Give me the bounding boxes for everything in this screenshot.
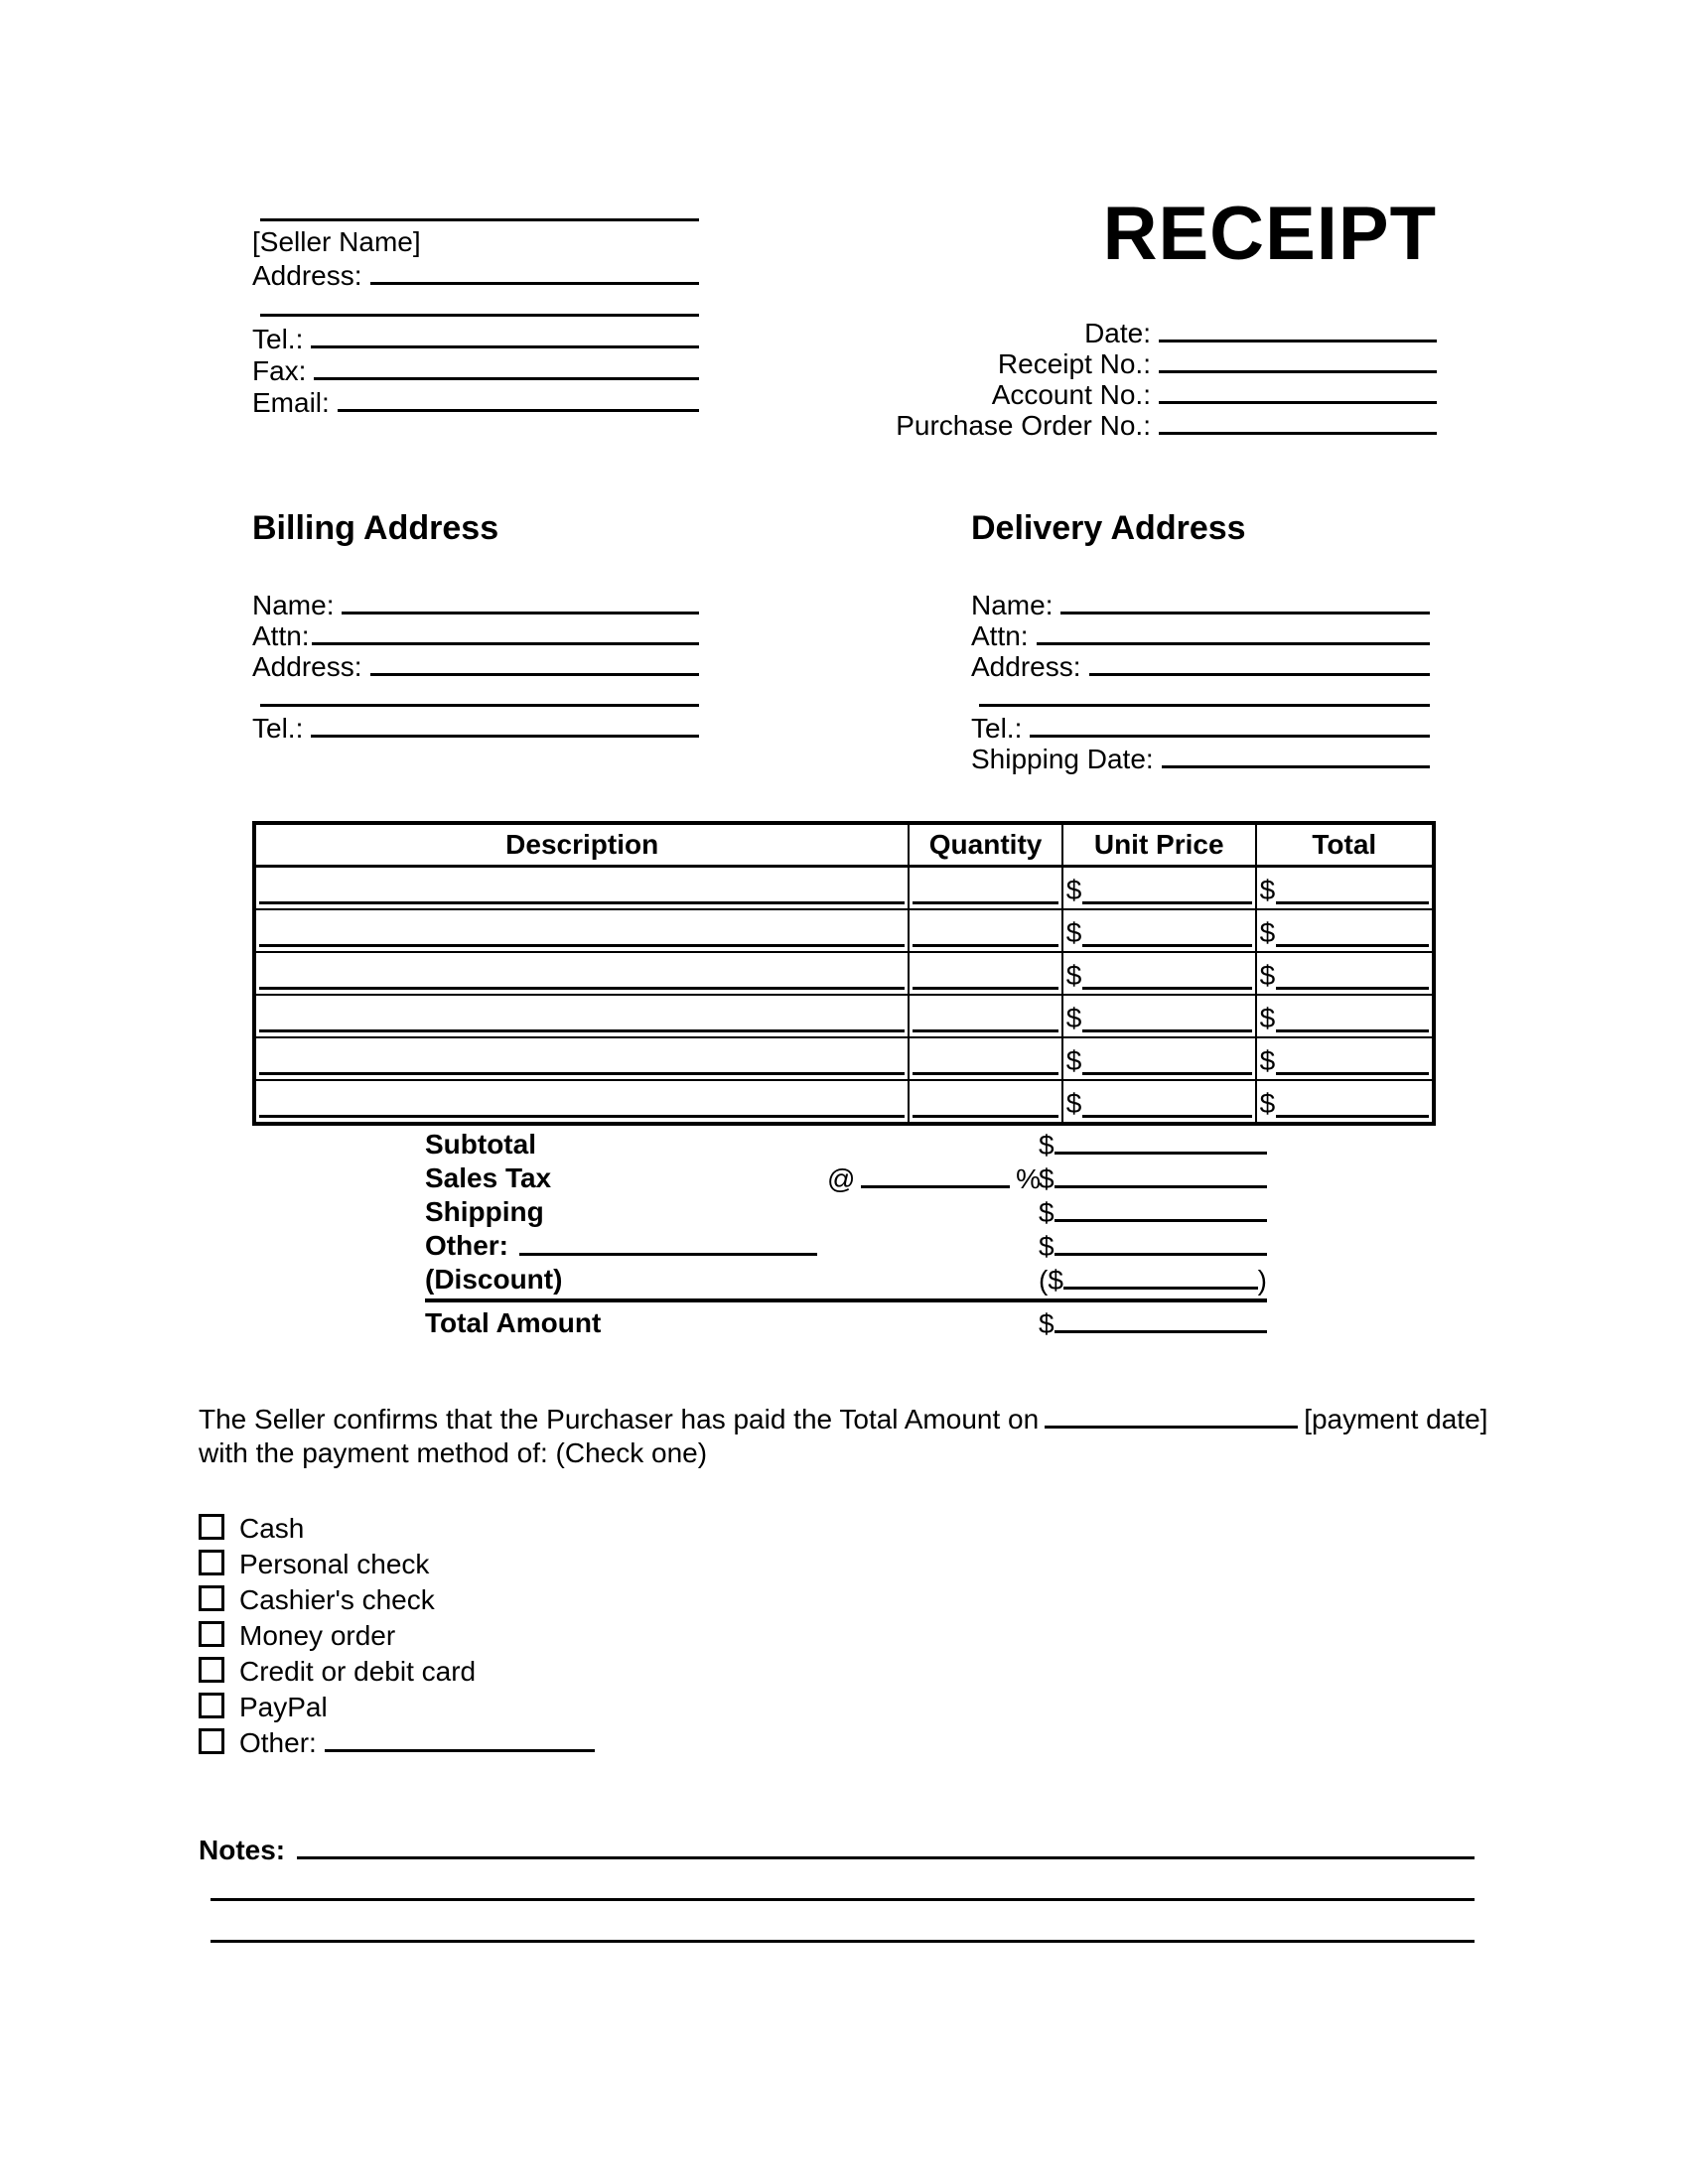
delivery-tel-label: Tel.:	[971, 713, 1023, 744]
delivery-address-label: Address:	[971, 651, 1081, 682]
personal-check-checkbox[interactable]	[199, 1550, 224, 1575]
other-method-blank[interactable]	[325, 1725, 595, 1752]
discount-amount-blank[interactable]	[1063, 1263, 1258, 1290]
cash-checkbox[interactable]	[199, 1514, 224, 1540]
item-description-blank[interactable]	[259, 1089, 905, 1118]
subtotal-amount-blank[interactable]	[1055, 1128, 1267, 1155]
seller-fax-blank[interactable]	[314, 353, 699, 380]
seller-address-label: Address:	[252, 260, 362, 291]
items-header-row	[254, 823, 1434, 867]
sales-tax-label: Sales Tax	[425, 1162, 552, 1193]
date-blank[interactable]	[1159, 316, 1437, 342]
purchase-order-no-label: Purchase Order No.:	[896, 410, 1151, 441]
billing-tel-blank[interactable]	[311, 711, 699, 738]
subtotal-label: Subtotal	[425, 1129, 536, 1160]
sales-tax-rate-blank[interactable]	[861, 1161, 1010, 1188]
currency-symbol: $	[1259, 1088, 1276, 1119]
table-row	[254, 1080, 1434, 1124]
account-no-blank[interactable]	[1159, 377, 1437, 404]
sales-tax-amount-blank[interactable]	[1055, 1161, 1267, 1188]
currency-symbol: $	[1065, 875, 1082, 905]
payment-methods-list	[199, 1511, 894, 1761]
seller-address-blank[interactable]	[370, 258, 700, 285]
delivery-address-blank-2[interactable]	[979, 680, 1430, 707]
date-label: Date:	[1084, 318, 1151, 348]
payment-confirmation-before: The Seller confirms that the Purchaser has paid the Total Amount on	[199, 1404, 1040, 1434]
credit-debit-card-label: Credit or debit card	[239, 1656, 477, 1687]
payment-method-paypal	[199, 1690, 894, 1725]
seller-email-blank[interactable]	[338, 385, 699, 412]
paypal-label: PayPal	[239, 1692, 328, 1722]
other-label: Other:	[425, 1230, 508, 1261]
item-total-blank[interactable]	[1276, 918, 1429, 947]
delivery-name-label: Name:	[971, 590, 1054, 620]
other-amount-blank[interactable]	[1055, 1229, 1267, 1256]
purchase-order-no-blank[interactable]	[1159, 408, 1437, 435]
total-amount-label: Total Amount	[425, 1307, 602, 1338]
other-row	[425, 1229, 1267, 1263]
item-total-blank[interactable]	[1276, 1046, 1429, 1075]
item-description-blank[interactable]	[259, 1004, 905, 1032]
total-header: Total	[1256, 823, 1434, 867]
seller-email-label: Email:	[252, 387, 330, 418]
currency-symbol: $	[1259, 917, 1276, 948]
item-quantity-blank[interactable]	[913, 961, 1057, 990]
percent-symbol: %	[1016, 1163, 1041, 1194]
delivery-address-heading: Delivery Address	[971, 509, 1246, 547]
item-unit-price-blank[interactable]	[1082, 876, 1251, 904]
discount-row	[425, 1263, 1267, 1297]
currency-symbol: $	[1039, 1163, 1055, 1194]
totals-section	[425, 1128, 1267, 1340]
personal-check-label: Personal check	[239, 1549, 430, 1579]
item-quantity-blank[interactable]	[913, 1004, 1057, 1032]
delivery-shipping-date-blank[interactable]	[1162, 742, 1430, 768]
seller-tel-label: Tel.:	[252, 324, 304, 354]
notes-section	[199, 1833, 1475, 1958]
shipping-row	[425, 1195, 1267, 1229]
currency-symbol: $	[1259, 1003, 1276, 1033]
table-row	[254, 867, 1434, 910]
billing-tel-label: Tel.:	[252, 713, 304, 744]
billing-name-blank[interactable]	[342, 588, 699, 614]
billing-address-heading: Billing Address	[252, 509, 499, 547]
page-title: RECEIPT	[1102, 192, 1437, 276]
billing-name-label: Name:	[252, 590, 335, 620]
currency-symbol: $	[1065, 917, 1082, 948]
notes-blank-line-3[interactable]	[211, 1916, 1475, 1943]
table-row	[254, 995, 1434, 1037]
currency-symbol: $	[1039, 1231, 1055, 1262]
delivery-attn-label: Attn:	[971, 620, 1029, 651]
account-no-label: Account No.:	[991, 379, 1151, 410]
item-quantity-blank[interactable]	[913, 918, 1057, 947]
seller-fax-label: Fax:	[252, 355, 307, 386]
item-quantity-blank[interactable]	[913, 1046, 1057, 1075]
delivery-tel-blank[interactable]	[1030, 711, 1430, 738]
other-description-blank[interactable]	[519, 1229, 817, 1256]
item-description-blank[interactable]	[259, 1046, 905, 1075]
currency-symbol: $	[1065, 1003, 1082, 1033]
item-total-blank[interactable]	[1276, 876, 1429, 904]
currency-symbol: $	[1259, 1045, 1276, 1076]
money-order-label: Money order	[239, 1620, 396, 1651]
at-symbol: @	[827, 1163, 856, 1194]
other-method-label: Other:	[239, 1727, 317, 1758]
seller-name-blank[interactable]	[260, 195, 699, 221]
payment-method-cash	[199, 1511, 894, 1547]
totals-divider	[425, 1298, 1267, 1302]
receipt-meta-block	[844, 316, 1437, 439]
delivery-name-blank[interactable]	[1060, 588, 1430, 614]
currency-symbol: $	[1039, 1197, 1055, 1228]
discount-label: (Discount)	[425, 1264, 563, 1295]
subtotal-row	[425, 1128, 1267, 1161]
discount-open-paren: ($	[1039, 1265, 1063, 1296]
credit-debit-card-checkbox[interactable]	[199, 1657, 224, 1683]
description-header: Description	[254, 823, 909, 867]
delivery-address-blank[interactable]	[1089, 649, 1431, 676]
seller-name-placeholder: [Seller Name]	[252, 226, 421, 257]
currency-symbol: $	[1039, 1130, 1055, 1160]
item-unit-price-blank[interactable]	[1082, 1004, 1251, 1032]
billing-attn-label: Attn:	[252, 620, 310, 651]
payment-date-blank[interactable]	[1045, 1402, 1298, 1429]
sales-tax-row	[425, 1161, 1267, 1195]
seller-address-blank-2[interactable]	[260, 290, 699, 317]
money-order-checkbox[interactable]	[199, 1621, 224, 1647]
payment-method-money-order	[199, 1618, 894, 1654]
payment-confirmation-after: [payment date] with the payment method of: (Check one)	[199, 1404, 1488, 1468]
notes-blank-line-2[interactable]	[211, 1874, 1475, 1901]
discount-close-paren: )	[1257, 1265, 1267, 1296]
payment-method-personal-check	[199, 1547, 894, 1582]
billing-address-blank-2[interactable]	[260, 680, 699, 707]
seller-info-block	[252, 195, 699, 417]
table-row	[254, 1037, 1434, 1080]
delivery-shipping-date-label: Shipping Date:	[971, 744, 1154, 774]
billing-attn-blank[interactable]	[312, 618, 699, 645]
item-unit-price-blank[interactable]	[1082, 1089, 1251, 1118]
currency-symbol: $	[1039, 1308, 1055, 1339]
item-unit-price-blank[interactable]	[1082, 918, 1251, 947]
item-quantity-blank[interactable]	[913, 876, 1057, 904]
payment-method-card	[199, 1654, 894, 1690]
table-row	[254, 909, 1434, 952]
items-table	[252, 821, 1436, 1126]
billing-address-section	[252, 509, 699, 742]
item-quantity-blank[interactable]	[913, 1089, 1057, 1118]
shipping-label: Shipping	[425, 1196, 544, 1227]
total-amount-row	[425, 1306, 1267, 1340]
item-total-blank[interactable]	[1276, 1004, 1429, 1032]
currency-symbol: $	[1065, 960, 1082, 991]
cashiers-check-label: Cashier's check	[239, 1584, 435, 1615]
total-amount-blank[interactable]	[1055, 1306, 1267, 1333]
paypal-checkbox[interactable]	[199, 1693, 224, 1718]
quantity-header: Quantity	[909, 823, 1061, 867]
item-description-blank[interactable]	[259, 918, 905, 947]
shipping-amount-blank[interactable]	[1055, 1195, 1267, 1222]
currency-symbol: $	[1259, 875, 1276, 905]
receipt-no-blank[interactable]	[1159, 346, 1437, 373]
cash-label: Cash	[239, 1513, 305, 1544]
payment-method-other	[199, 1725, 894, 1761]
payment-method-cashiers-check	[199, 1582, 894, 1618]
cashiers-check-checkbox[interactable]	[199, 1585, 224, 1611]
currency-symbol: $	[1259, 960, 1276, 991]
item-description-blank[interactable]	[259, 961, 905, 990]
billing-address-blank[interactable]	[370, 649, 700, 676]
billing-address-label: Address:	[252, 651, 362, 682]
currency-symbol: $	[1065, 1088, 1082, 1119]
delivery-address-section	[971, 509, 1430, 772]
seller-tel-blank[interactable]	[311, 322, 699, 348]
notes-blank-line-1[interactable]	[297, 1833, 1475, 1859]
other-method-checkbox[interactable]	[199, 1728, 224, 1754]
delivery-attn-blank[interactable]	[1037, 618, 1430, 645]
receipt-no-label: Receipt No.:	[997, 348, 1151, 379]
table-row	[254, 952, 1434, 995]
currency-symbol: $	[1065, 1045, 1082, 1076]
item-total-blank[interactable]	[1276, 1089, 1429, 1118]
item-unit-price-blank[interactable]	[1082, 961, 1251, 990]
payment-confirmation-text	[199, 1402, 1519, 1470]
item-total-blank[interactable]	[1276, 961, 1429, 990]
item-unit-price-blank[interactable]	[1082, 1046, 1251, 1075]
item-description-blank[interactable]	[259, 876, 905, 904]
unit-price-header: Unit Price	[1062, 823, 1256, 867]
notes-label: Notes:	[199, 1835, 286, 1865]
